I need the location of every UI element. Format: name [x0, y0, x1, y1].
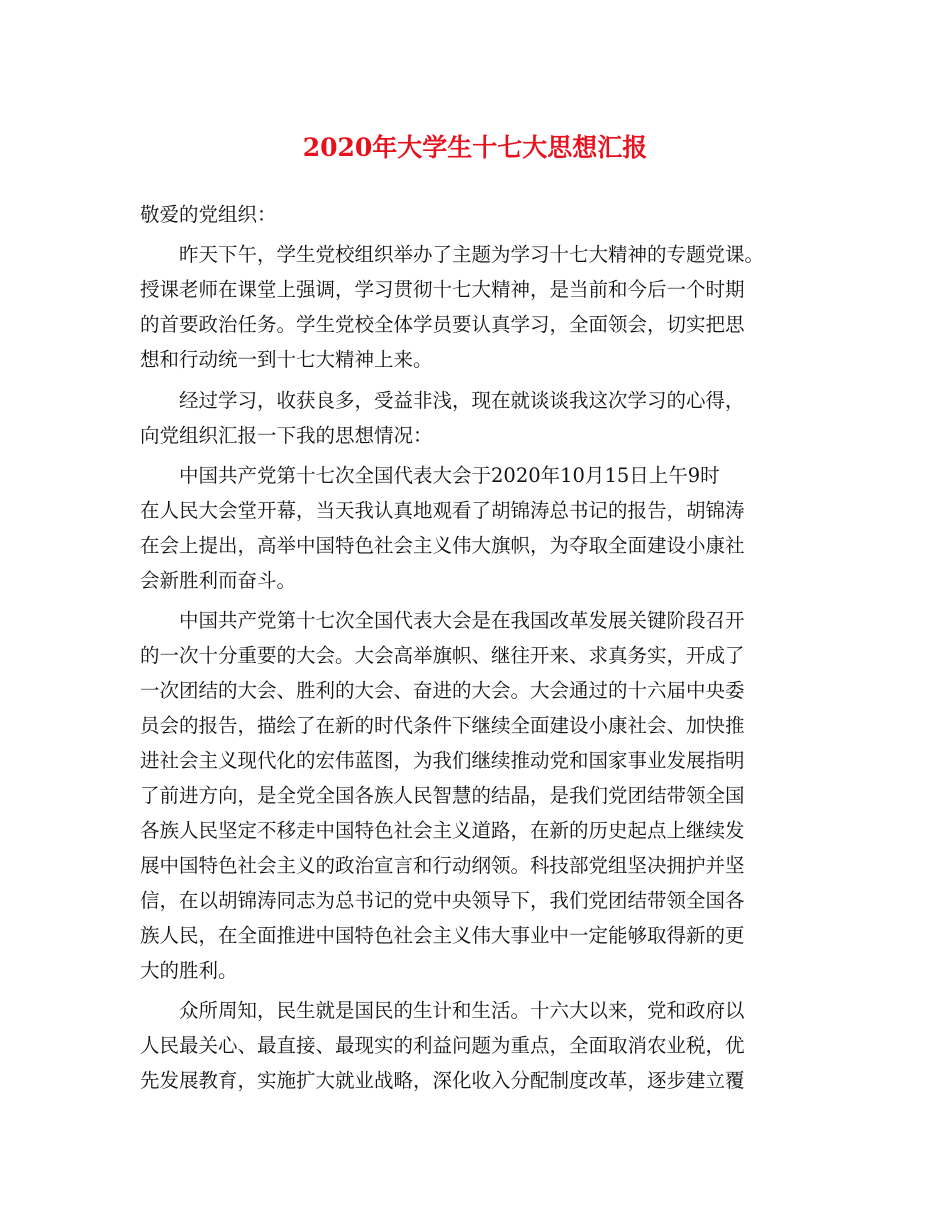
body-line: 的一次十分重要的大会。大会高举旗帜、继往开来、求真务实，开成了	[140, 644, 745, 667]
body-line: 在人民大会堂开幕，当天我认真地观看了胡锦涛总书记的报告，胡锦涛	[140, 499, 745, 522]
body-line: 想和行动统一到十七大精神上来。	[140, 348, 433, 371]
body-line: 授课老师在课堂上强调，学习贯彻十七大精神，是当前和今后一个时期	[140, 278, 745, 301]
body-line: 中国共产党第十七次全国代表大会是在我国改革发展关键阶段召开	[140, 609, 745, 632]
document-title: 2020年大学生十七大思想汇报	[302, 133, 648, 162]
body-line: 昨天下午，学生党校组织举办了主题为学习十七大精神的专题党课。	[140, 243, 765, 266]
body-line: 在会上提出，高举中国特色社会主义伟大旗帜，为夺取全面建设小康社	[140, 534, 745, 557]
body-line: 展中国特色社会主义的政治宣言和行动纲领。科技部党组坚决拥护并坚	[140, 854, 745, 877]
body-line: 经过学习，收获良多，受益非浅，现在就谈谈我这次学习的心得，	[140, 389, 745, 412]
body-line: 众所周知，民生就是国民的生计和生活。十六大以来，党和政府以	[140, 999, 745, 1022]
body-line: 先发展教育，实施扩大就业战略，深化收入分配制度改革，逐步建立覆	[140, 1069, 745, 1092]
salutation: 敬爱的党组织：	[140, 203, 277, 226]
body-line: 员会的报告，描绘了在新的时代条件下继续全面建设小康社会、加快推	[140, 714, 745, 737]
body-line: 了前进方向，是全党全国各族人民智慧的结晶，是我们党团结带领全国	[140, 784, 745, 807]
body-line: 一次团结的大会、胜利的大会、奋进的大会。大会通过的十六届中央委	[140, 679, 745, 702]
body-line: 信，在以胡锦涛同志为总书记的党中央领导下，我们党团结带领全国各	[140, 889, 745, 912]
body-line: 进社会主义现代化的宏伟蓝图，为我们继续推动党和国家事业发展指明	[140, 749, 745, 772]
body-line: 族人民，在全面推进中国特色社会主义伟大事业中一定能够取得新的更	[140, 924, 745, 947]
body-line: 人民最关心、最直接、最现实的利益问题为重点，全面取消农业税，优	[140, 1034, 745, 1057]
body-line: 会新胜利而奋斗。	[140, 569, 297, 592]
body-line: 的首要政治任务。学生党校全体学员要认真学习，全面领会，切实把思	[140, 313, 745, 336]
body-line: 中国共产党第十七次全国代表大会于2020年10月15日上午9时	[140, 464, 720, 487]
body-line: 向党组织汇报一下我的思想情况：	[140, 424, 433, 447]
body-line: 各族人民坚定不移走中国特色社会主义道路，在新的历史起点上继续发	[140, 819, 745, 842]
body-line: 大的胜利。	[140, 959, 238, 982]
